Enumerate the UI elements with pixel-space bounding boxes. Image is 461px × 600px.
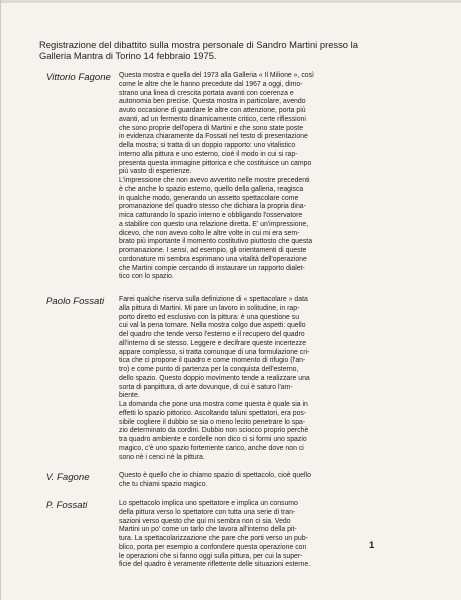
speaker-name: V. Fagone: [46, 472, 90, 483]
speaker-name: Vittorio Fagone: [46, 72, 111, 83]
document-header: [39, 39, 429, 62]
page-number: 1: [369, 540, 375, 551]
page-top-edge: [1, 0, 461, 3]
speech-text: Lo spettacolo implica uno spettatore e implica un consumo della pittura verso lo spettatore con tutta una serie di tran- sazioni verso questo che qui mi sembra non ci sia. Vedo Martini un po' come un tarlo che lavora all'interno della pit- tura. La spettacolarizzazione che pare che porti verso un pub- blico, porta per esempio a confondere questa operazione con le operazioni che si fanno oggi sulla pittura, per cui la super- ficie del quadro è veramente riflettente delle situazioni esterne.: [119, 500, 311, 569]
speaker-name: P. Fossati: [46, 500, 88, 511]
speech-text: Questa mostra e quella del 1973 alla Galleria « Il Milione », così come le altre che le hanno precedute dal 1967 a oggi, dimo- strano una linea di crescita portata avanti con coerenza e autonomia ben precise. Questa mostra in particolare, avendo avuto occasione di guardare le altre con attenzione, porta più avanti, ad un fermento dinamicamente critico, certe riflessioni che sono proprie dell'opera di Martini e che sono state poste in evidenza chiaramente da Fossati nel testo di presentazione della mostra; si tratta di un doppio rapporto: uno vitalistico interno alla pittura e uno esterno, cioè il modo in cui si rap- presenta questa immagine pittorica e che costituisce un campo più vasto di esperienze. L'impressione che non avevo avvertito nelle mostre precedenti è che anche lo spazio esterno, quello della galleria, reagisca in qualche modo, generando un assetto spettacolare come promanazione del quadro stesso che dichiara la propria dina- mica catturando lo spazio interno e obbligando l'osservatore a stabilire con questo una relazione diretta. E' un'impressione, dicevo, che non avevo colto le altre volte in cui mi era sem- brato più importante il momento costitutivo piuttosto che questa promanazione. I sensi, ad esempio, gli orientamenti di queste cordonature mi sembra esprimano una vitalità dell'operazione che Martini compie cercando di instaurare un rapporto dialet- tico con lo spazio.: [119, 72, 314, 281]
speaker-name: Paolo Fossati: [46, 296, 105, 307]
speech-text: Questo è quello che io chiamo spazio di spettacolo, cioè quello che tu chiami spazio magico.: [119, 472, 311, 488]
speech-text: Farei qualche riserva sulla definizione di « spettacolare » data alla pittura di Martini. Mi pare un lavoro in solitudine, in rap- porto diretto ed esclusivo con la pittura: è una questione su cui val la pena tornare. Nella mostra colgo due aspetti: quello del quadro che tende verso l'esterno e il recupero del quadro all'interno di se stesso. Leggere e decifrare queste incertezze appare complesso, si tratta comunque di una formulazione cri- tica che ci propone il quadro e come momento di rifugio (l'an- tro) e come punto di partenza per la conquista dell'esterno, dello spazio. Questo doppio movimento tende a realizzare una sorta di panpittura, di arte dovunque, di cui è saturo l'am- biente. La domanda che pone una mostra come questa è quale sia in effetti lo spazio pittorico. Ascoltando taluni spettatori, era pos- sibile cogliere il dubbio se sia o meno lecito penetrare lo spa- zio determinato da cordini. Dubbio non sciocco proprio perchè tra quadro ambiente e cordelle non dico ci si formi uno spazio magico, c'è uno spazio fortemente carico, anche dove non ci sono nè i cenci nè la pittura.: [119, 296, 310, 461]
header-line-2: Galleria Mantra di Torino 14 febbraio 1975.: [39, 50, 217, 62]
header-line-1: Registrazione del dibattito sulla mostra personale di Sandro Martini presso la: [39, 39, 358, 50]
